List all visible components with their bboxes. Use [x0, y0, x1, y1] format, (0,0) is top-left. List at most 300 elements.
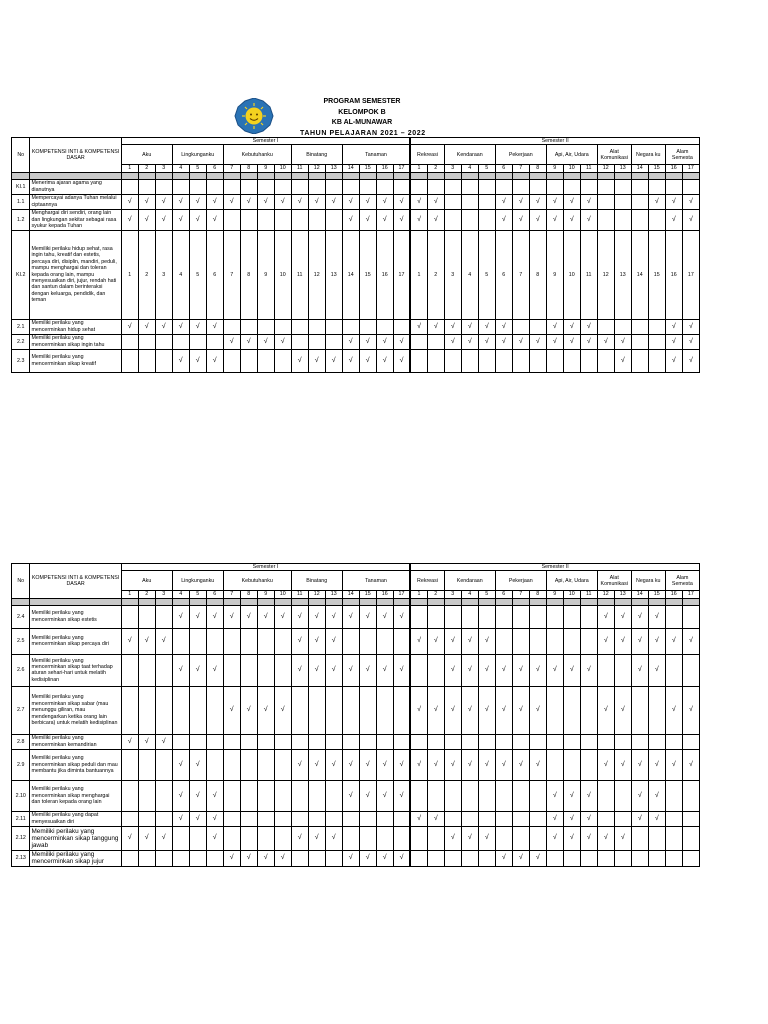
empty-cell — [274, 349, 291, 372]
check-mark: √ — [325, 628, 342, 654]
check-mark: √ — [461, 749, 478, 780]
empty-cell — [308, 334, 325, 349]
empty-cell — [274, 209, 291, 230]
check-mark: √ — [546, 319, 563, 334]
check-mark: √ — [359, 780, 376, 811]
empty-cell — [240, 349, 257, 372]
check-mark: √ — [393, 349, 410, 372]
check-mark: √ — [529, 850, 546, 866]
empty-cell — [138, 686, 155, 734]
check-mark: √ — [682, 628, 699, 654]
week-number: 3 — [155, 591, 172, 598]
check-mark: √ — [172, 811, 189, 826]
empty-cell — [172, 734, 189, 749]
separator-cell — [580, 598, 597, 605]
empty-cell — [529, 826, 546, 850]
empty-cell — [223, 734, 240, 749]
check-mark: √ — [206, 209, 223, 230]
check-mark: √ — [682, 194, 699, 209]
empty-cell — [223, 319, 240, 334]
separator-cell — [155, 172, 172, 179]
competency-number: 2.4 — [12, 605, 30, 628]
theme-header: Pekerjaan — [495, 571, 546, 591]
separator-cell — [223, 598, 240, 605]
empty-cell — [410, 850, 427, 866]
empty-cell — [665, 826, 682, 850]
empty-cell — [121, 811, 138, 826]
empty-cell — [427, 349, 444, 372]
week-number: 11 — [580, 165, 597, 172]
check-mark: √ — [682, 349, 699, 372]
check-mark: √ — [563, 334, 580, 349]
empty-cell — [121, 334, 138, 349]
check-mark: √ — [376, 780, 393, 811]
check-mark: √ — [257, 194, 274, 209]
check-mark: √ — [393, 749, 410, 780]
empty-cell — [410, 334, 427, 349]
week-number: 16 — [665, 165, 682, 172]
week-number: 17 — [393, 591, 410, 598]
empty-cell — [614, 654, 631, 686]
week-number: 8 — [240, 165, 257, 172]
empty-cell — [631, 209, 648, 230]
separator-cell — [274, 598, 291, 605]
check-mark: √ — [393, 850, 410, 866]
check-mark: √ — [291, 628, 308, 654]
empty-cell — [257, 654, 274, 686]
week-number: 3 — [155, 165, 172, 172]
empty-cell — [155, 605, 172, 628]
empty-cell — [665, 734, 682, 749]
check-mark: √ — [274, 334, 291, 349]
empty-cell — [189, 686, 206, 734]
separator-cell — [427, 172, 444, 179]
empty-cell — [614, 319, 631, 334]
empty-cell — [121, 605, 138, 628]
check-mark: √ — [682, 319, 699, 334]
empty-cell — [614, 850, 631, 866]
empty-cell — [648, 686, 665, 734]
check-mark: √ — [614, 826, 631, 850]
week-number-cell: 1 — [121, 230, 138, 319]
check-mark: √ — [393, 194, 410, 209]
week-number: 11 — [291, 591, 308, 598]
check-mark: √ — [121, 209, 138, 230]
check-mark: √ — [359, 334, 376, 349]
week-number: 2 — [138, 165, 155, 172]
week-number-cell: 9 — [257, 230, 274, 319]
empty-cell — [427, 826, 444, 850]
separator-cell — [189, 598, 206, 605]
week-number: 13 — [614, 165, 631, 172]
competency-description: Memiliki perilaku yang mencerminkan sikap taat terhadap aturan sehari-hari untuk melatih kedisiplinan — [30, 654, 121, 686]
separator-cell — [155, 598, 172, 605]
empty-cell — [682, 734, 699, 749]
empty-cell — [206, 334, 223, 349]
check-mark: √ — [410, 686, 427, 734]
check-mark: √ — [376, 605, 393, 628]
check-mark: √ — [614, 349, 631, 372]
empty-cell — [478, 209, 495, 230]
empty-cell — [291, 209, 308, 230]
empty-cell — [512, 319, 529, 334]
separator-cell — [223, 172, 240, 179]
empty-cell — [682, 780, 699, 811]
check-mark: √ — [291, 654, 308, 686]
check-mark: √ — [325, 654, 342, 686]
empty-cell — [631, 850, 648, 866]
table-row — [12, 628, 700, 654]
check-mark: √ — [427, 319, 444, 334]
empty-cell — [614, 734, 631, 749]
empty-cell — [563, 734, 580, 749]
check-mark: √ — [444, 749, 461, 780]
empty-cell — [325, 850, 342, 866]
check-mark: √ — [291, 749, 308, 780]
competency-description: Memiliki perilaku yang mencerminkan sikap sabar (mau menunggu giliran, mau mendengarkan ketika orang lain berbicara) untuk melatih kedisiplinan — [30, 686, 121, 734]
check-mark: √ — [614, 749, 631, 780]
empty-cell — [172, 628, 189, 654]
empty-cell — [512, 628, 529, 654]
check-mark: √ — [325, 194, 342, 209]
separator-cell — [682, 172, 699, 179]
empty-cell — [648, 334, 665, 349]
week-number-cell: 15 — [648, 230, 665, 319]
check-mark: √ — [342, 334, 359, 349]
check-mark: √ — [172, 749, 189, 780]
check-mark: √ — [495, 334, 512, 349]
empty-cell — [478, 850, 495, 866]
empty-cell — [648, 826, 665, 850]
empty-cell — [410, 349, 427, 372]
check-mark: √ — [512, 749, 529, 780]
empty-cell — [665, 179, 682, 194]
empty-cell — [223, 349, 240, 372]
empty-cell — [614, 194, 631, 209]
theme-header: Api, Air, Udara — [546, 145, 597, 165]
separator-cell — [461, 598, 478, 605]
check-mark: √ — [376, 850, 393, 866]
check-mark: √ — [308, 628, 325, 654]
check-mark: √ — [444, 654, 461, 686]
check-mark: √ — [529, 209, 546, 230]
empty-cell — [631, 179, 648, 194]
empty-cell — [189, 334, 206, 349]
check-mark: √ — [342, 194, 359, 209]
empty-cell — [444, 605, 461, 628]
competency-number: 2.7 — [12, 686, 30, 734]
empty-cell — [308, 780, 325, 811]
separator-cell — [12, 172, 30, 179]
empty-cell — [325, 734, 342, 749]
empty-cell — [461, 605, 478, 628]
theme-header: Alat Komunikasi — [597, 571, 631, 591]
competency-description: Memiliki perilaku yang mencerminkan sikap menghargai dan toleran kepada orang lain — [30, 780, 121, 811]
check-mark: √ — [172, 605, 189, 628]
check-mark: √ — [359, 605, 376, 628]
check-mark: √ — [427, 628, 444, 654]
empty-cell — [597, 734, 614, 749]
empty-cell — [461, 811, 478, 826]
week-number: 4 — [461, 165, 478, 172]
check-mark: √ — [342, 780, 359, 811]
separator-cell — [206, 172, 223, 179]
separator-cell — [665, 598, 682, 605]
competency-number: 2.2 — [12, 334, 30, 349]
check-mark: √ — [393, 209, 410, 230]
separator-cell — [614, 172, 631, 179]
check-mark: √ — [648, 811, 665, 826]
check-mark: √ — [393, 334, 410, 349]
check-mark: √ — [597, 749, 614, 780]
check-mark: √ — [393, 780, 410, 811]
week-number: 11 — [291, 165, 308, 172]
check-mark: √ — [631, 654, 648, 686]
check-mark: √ — [376, 194, 393, 209]
competency-number: 1.1 — [12, 194, 30, 209]
empty-cell — [580, 628, 597, 654]
empty-cell — [223, 811, 240, 826]
empty-cell — [597, 850, 614, 866]
check-mark: √ — [359, 349, 376, 372]
week-number-cell: 11 — [291, 230, 308, 319]
check-mark: √ — [614, 686, 631, 734]
theme-header: Negara ku — [631, 145, 665, 165]
check-mark: √ — [291, 349, 308, 372]
empty-cell — [308, 209, 325, 230]
empty-cell — [121, 654, 138, 686]
check-mark: √ — [308, 349, 325, 372]
check-mark: √ — [512, 850, 529, 866]
check-mark: √ — [580, 194, 597, 209]
empty-cell — [597, 179, 614, 194]
empty-cell — [172, 179, 189, 194]
empty-cell — [478, 179, 495, 194]
empty-cell — [495, 628, 512, 654]
check-mark: √ — [546, 194, 563, 209]
empty-cell — [597, 811, 614, 826]
empty-cell — [665, 850, 682, 866]
empty-cell — [257, 826, 274, 850]
empty-cell — [291, 734, 308, 749]
separator-cell — [393, 172, 410, 179]
empty-cell — [189, 734, 206, 749]
empty-cell — [546, 605, 563, 628]
empty-cell — [478, 349, 495, 372]
check-mark: √ — [563, 826, 580, 850]
week-number: 8 — [529, 165, 546, 172]
week-number: 4 — [461, 591, 478, 598]
check-mark: √ — [495, 209, 512, 230]
empty-cell — [121, 780, 138, 811]
empty-cell — [648, 179, 665, 194]
check-mark: √ — [410, 749, 427, 780]
check-mark: √ — [512, 654, 529, 686]
week-number: 7 — [512, 165, 529, 172]
check-mark: √ — [342, 349, 359, 372]
check-mark: √ — [189, 811, 206, 826]
separator-cell — [648, 172, 665, 179]
check-mark: √ — [206, 826, 223, 850]
empty-cell — [631, 334, 648, 349]
check-mark: √ — [597, 334, 614, 349]
empty-cell — [597, 349, 614, 372]
theme-header: Tanaman — [342, 145, 410, 165]
empty-cell — [155, 349, 172, 372]
theme-header: Alam Semesta — [665, 145, 699, 165]
header-semester-1: Semester I — [121, 564, 410, 571]
week-number-cell: 17 — [393, 230, 410, 319]
empty-cell — [495, 780, 512, 811]
separator-cell — [580, 172, 597, 179]
empty-cell — [206, 734, 223, 749]
week-number-cell: 6 — [495, 230, 512, 319]
check-mark: √ — [546, 334, 563, 349]
check-mark: √ — [206, 194, 223, 209]
empty-cell — [427, 850, 444, 866]
empty-cell — [240, 811, 257, 826]
check-mark: √ — [189, 209, 206, 230]
separator-cell — [410, 598, 427, 605]
check-mark: √ — [274, 686, 291, 734]
empty-cell — [444, 850, 461, 866]
empty-cell — [274, 811, 291, 826]
check-mark: √ — [444, 319, 461, 334]
separator-cell — [121, 172, 138, 179]
empty-cell — [495, 179, 512, 194]
week-number: 7 — [223, 591, 240, 598]
check-mark: √ — [682, 209, 699, 230]
check-mark: √ — [495, 654, 512, 686]
competency-description: Memiliki perilaku yang mencerminkan sikap kreatif — [30, 349, 121, 372]
theme-header: Kendaraan — [444, 145, 495, 165]
empty-cell — [631, 826, 648, 850]
theme-header: Tanaman — [342, 571, 410, 591]
week-number: 5 — [189, 165, 206, 172]
check-mark: √ — [172, 780, 189, 811]
check-mark: √ — [325, 749, 342, 780]
check-mark: √ — [648, 628, 665, 654]
check-mark: √ — [223, 605, 240, 628]
check-mark: √ — [444, 826, 461, 850]
empty-cell — [580, 179, 597, 194]
separator-cell — [359, 598, 376, 605]
empty-cell — [546, 686, 563, 734]
separator-cell — [240, 172, 257, 179]
theme-header: Binatang — [291, 145, 342, 165]
check-mark: √ — [495, 686, 512, 734]
empty-cell — [393, 826, 410, 850]
empty-cell — [580, 749, 597, 780]
empty-cell — [172, 686, 189, 734]
week-number: 5 — [478, 165, 495, 172]
theme-header: Rekreasi — [410, 145, 444, 165]
check-mark: √ — [427, 194, 444, 209]
separator-cell — [495, 598, 512, 605]
empty-cell — [444, 780, 461, 811]
empty-cell — [682, 179, 699, 194]
check-mark: √ — [461, 319, 478, 334]
week-number: 14 — [342, 165, 359, 172]
header-semester-2: Semester II — [410, 564, 699, 571]
empty-cell — [274, 749, 291, 780]
empty-cell — [240, 209, 257, 230]
empty-cell — [495, 605, 512, 628]
check-mark: √ — [461, 826, 478, 850]
header-no: No — [12, 564, 30, 599]
empty-cell — [529, 605, 546, 628]
empty-cell — [189, 628, 206, 654]
empty-cell — [325, 319, 342, 334]
table-row — [12, 605, 700, 628]
check-mark: √ — [529, 654, 546, 686]
separator-cell — [325, 598, 342, 605]
check-mark: √ — [274, 850, 291, 866]
table-row — [12, 686, 700, 734]
empty-cell — [291, 179, 308, 194]
separator-cell — [546, 172, 563, 179]
separator-cell — [257, 598, 274, 605]
empty-cell — [274, 826, 291, 850]
separator-cell — [427, 598, 444, 605]
empty-cell — [410, 780, 427, 811]
check-mark: √ — [121, 826, 138, 850]
week-number: 16 — [376, 591, 393, 598]
empty-cell — [155, 780, 172, 811]
check-mark: √ — [308, 749, 325, 780]
check-mark: √ — [648, 749, 665, 780]
theme-header: Lingkunganku — [172, 145, 223, 165]
week-number: 9 — [257, 591, 274, 598]
check-mark: √ — [478, 628, 495, 654]
week-number: 17 — [393, 165, 410, 172]
empty-cell — [529, 628, 546, 654]
empty-cell — [665, 780, 682, 811]
empty-cell — [308, 319, 325, 334]
empty-cell — [359, 811, 376, 826]
table-row — [12, 209, 700, 230]
separator-cell — [172, 598, 189, 605]
check-mark: √ — [478, 319, 495, 334]
empty-cell — [223, 749, 240, 780]
empty-cell — [410, 179, 427, 194]
check-mark: √ — [495, 194, 512, 209]
empty-cell — [121, 850, 138, 866]
separator-cell — [138, 172, 155, 179]
week-number: 1 — [410, 591, 427, 598]
separator-cell — [30, 172, 121, 179]
empty-cell — [580, 349, 597, 372]
empty-cell — [342, 628, 359, 654]
check-mark: √ — [682, 749, 699, 780]
empty-cell — [308, 686, 325, 734]
empty-cell — [138, 654, 155, 686]
empty-cell — [648, 850, 665, 866]
check-mark: √ — [546, 209, 563, 230]
empty-cell — [563, 179, 580, 194]
check-mark: √ — [172, 209, 189, 230]
empty-cell — [461, 780, 478, 811]
empty-cell — [376, 179, 393, 194]
empty-cell — [308, 179, 325, 194]
empty-cell — [478, 194, 495, 209]
empty-cell — [631, 194, 648, 209]
empty-cell — [461, 179, 478, 194]
week-number: 16 — [665, 591, 682, 598]
separator-cell — [376, 172, 393, 179]
check-mark: √ — [155, 826, 172, 850]
empty-cell — [393, 179, 410, 194]
